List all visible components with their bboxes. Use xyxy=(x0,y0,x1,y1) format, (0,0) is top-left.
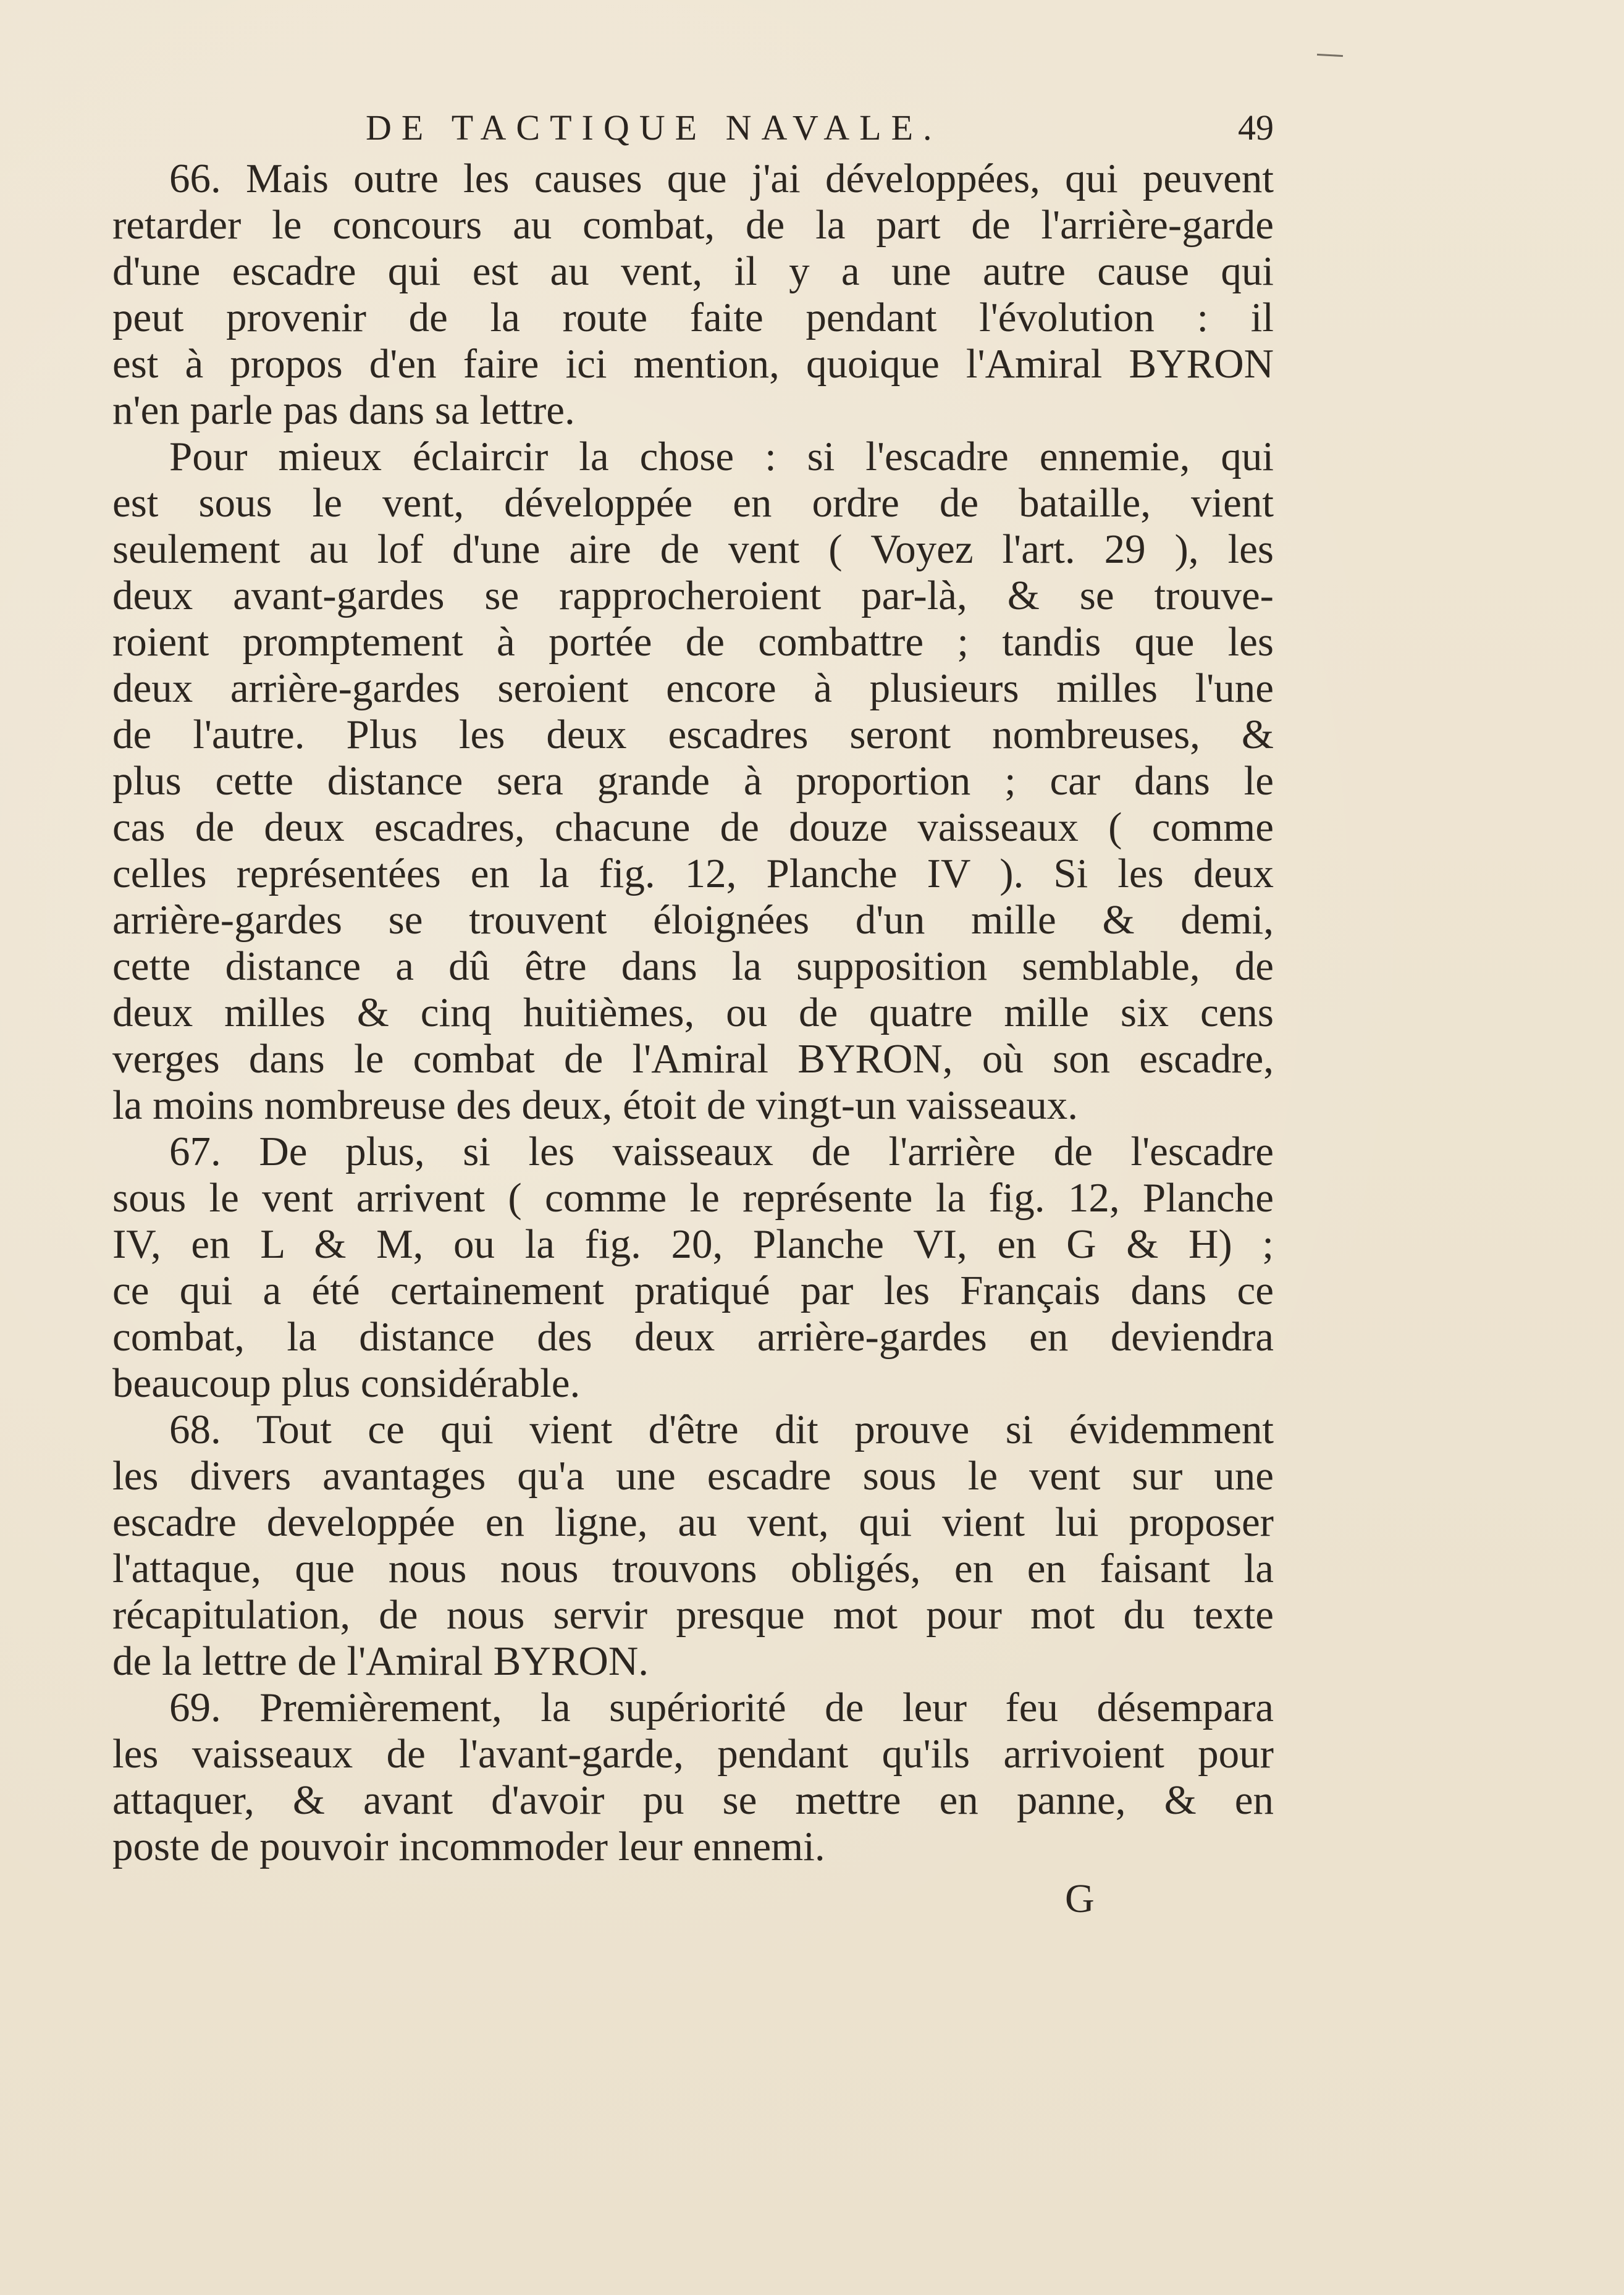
text-line-31: l'attaque, que nous nous trouvons obligés, en en faisant la xyxy=(112,1546,1274,1591)
text-line-6: n'en parle pas dans sa lettre. xyxy=(112,387,575,433)
page-header xyxy=(366,100,1274,156)
text-line-34: 69. Premièrement, la supériorité de leur feu désempara xyxy=(169,1685,1274,1730)
text-line-4: peut provenir de la route faite pendant l'évolution : il xyxy=(112,295,1274,340)
text-line-22: 67. De plus, si les vaisseaux de l'arrière de l'escadre xyxy=(169,1129,1274,1174)
text-line-15: cas de deux escadres, chacune de douze vaisseaux ( comme xyxy=(112,804,1274,850)
text-line-9: seulement au lof d'une aire de vent ( Voyez l'art. 29 ), les xyxy=(112,526,1274,572)
text-line-19: deux milles & cinq huitièmes, ou de quatre mille six cens xyxy=(112,990,1274,1035)
page-number: 49 xyxy=(1238,107,1274,148)
running-head: DE TACTIQUE NAVALE. xyxy=(366,107,942,148)
text-line-8: est sous le vent, développée en ordre de bataille, vient xyxy=(112,480,1274,526)
text-line-12: deux arrière-gardes seroient encore à plusieurs milles l'une xyxy=(112,665,1274,711)
text-line-30: escadre developpée en ligne, au vent, qui vient lui proposer xyxy=(112,1499,1274,1545)
text-line-33: de la lettre de l'Amiral BYRON. xyxy=(112,1638,649,1684)
text-line-23: sous le vent arrivent ( comme le représente la fig. 12, Planche xyxy=(112,1175,1274,1221)
text-line-10: deux avant-gardes se rapprocheroient par-là, & se trouve- xyxy=(112,573,1274,618)
margin-mark xyxy=(1317,54,1343,57)
signature-mark: G xyxy=(1065,1876,1095,1921)
text-line-1: 66. Mais outre les causes que j'ai développées, qui peuvent xyxy=(169,156,1274,201)
text-line-11: roient promptement à portée de combattre ; tandis que les xyxy=(112,619,1274,665)
text-line-3: d'une escadre qui est au vent, il y a une autre cause qui xyxy=(112,248,1274,294)
text-line-24: IV, en L & M, ou la fig. 20, Planche VI, en G & H) ; xyxy=(112,1221,1274,1267)
text-line-25: ce qui a été certainement pratiqué par les Français dans ce xyxy=(112,1268,1274,1313)
text-line-29: les divers avantages qu'a une escadre sous le vent sur une xyxy=(112,1453,1274,1499)
text-line-21: la moins nombreuse des deux, étoit de vingt-un vaisseaux. xyxy=(112,1082,1079,1128)
text-line-14: plus cette distance sera grande à proportion ; car dans le xyxy=(112,758,1274,804)
text-line-35: les vaisseaux de l'avant-garde, pendant qu'ils arrivoient pour xyxy=(112,1731,1274,1777)
text-line-5: est à propos d'en faire ici mention, quoique l'Amiral BYRON xyxy=(112,341,1274,387)
text-line-18: cette distance a dû être dans la supposition semblable, de xyxy=(112,943,1274,989)
text-line-2: retarder le concours au combat, de la part de l'arrière-garde xyxy=(112,202,1274,248)
body-text xyxy=(112,156,1274,1870)
text-line-36: attaquer, & avant d'avoir pu se mettre en panne, & en xyxy=(112,1777,1274,1823)
text-line-17: arrière-gardes se trouvent éloignées d'un mille & demi, xyxy=(112,897,1274,943)
text-line-27: beaucoup plus considérable. xyxy=(112,1360,581,1406)
text-line-20: verges dans le combat de l'Amiral BYRON, où son escadre, xyxy=(112,1036,1274,1082)
text-line-7: Pour mieux éclaircir la chose : si l'escadre ennemie, qui xyxy=(169,434,1274,479)
text-line-16: celles représentées en la fig. 12, Planche IV ). Si les deux xyxy=(112,851,1274,896)
text-line-26: combat, la distance des deux arrière-gardes en deviendra xyxy=(112,1314,1274,1360)
text-line-37: poste de pouvoir incommoder leur ennemi. xyxy=(112,1824,825,1869)
text-line-13: de l'autre. Plus les deux escadres seront nombreuses, & xyxy=(112,712,1274,757)
text-line-32: récapitulation, de nous servir presque mot pour mot du texte xyxy=(112,1592,1274,1638)
text-line-28: 68. Tout ce qui vient d'être dit prouve si évidemment xyxy=(169,1407,1274,1452)
